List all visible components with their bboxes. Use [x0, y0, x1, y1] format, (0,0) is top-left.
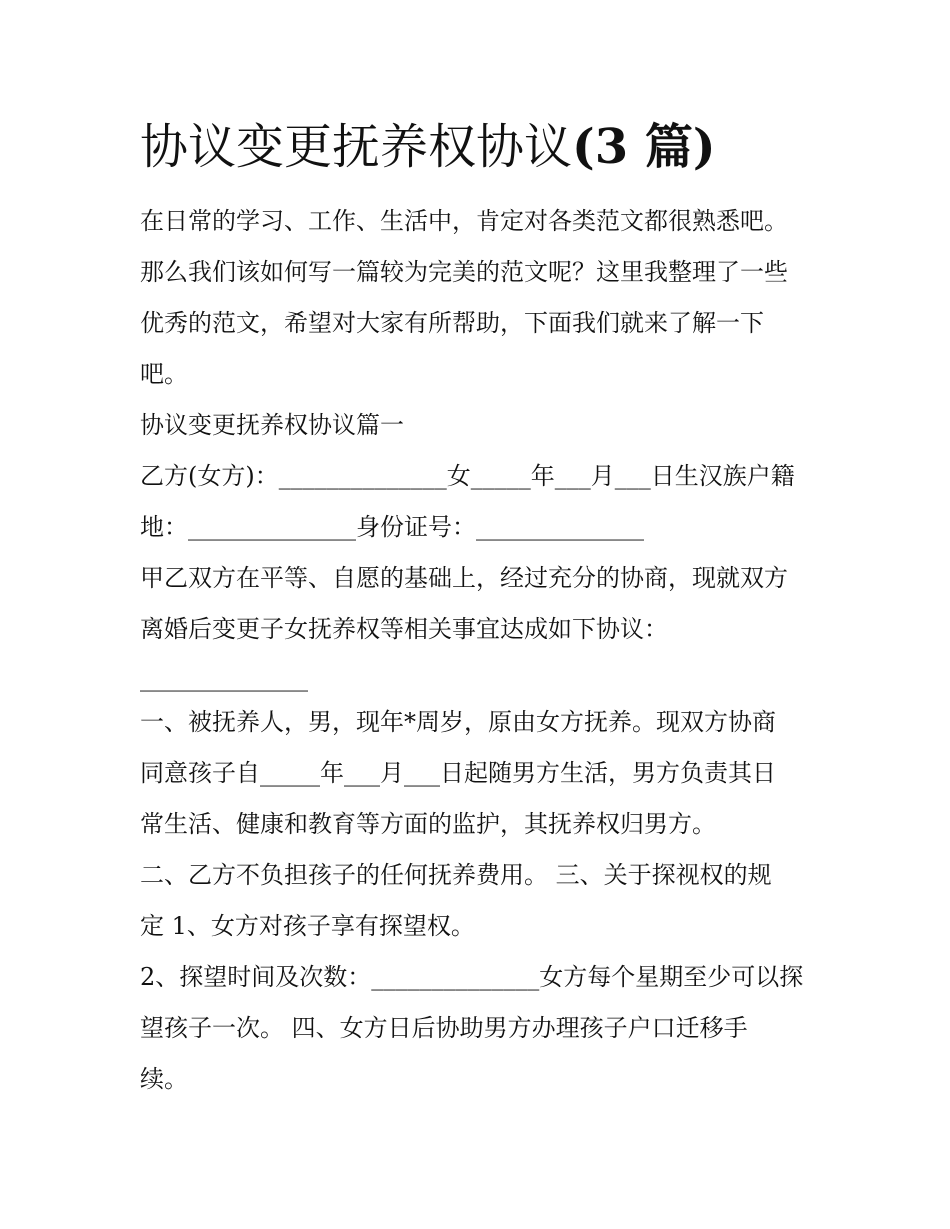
- section-heading: 协议变更抚养权协议篇一: [140, 411, 404, 439]
- document-title: [140, 112, 716, 182]
- body-line: 望孩子一次。 四、女方日后协助男方办理孩子户口迁移手: [140, 1014, 748, 1042]
- title-suffix: (3 篇): [572, 119, 716, 175]
- body-line: 吧。: [140, 360, 188, 388]
- body-line: 离婚后变更子女抚养权等相关事宜达成如下协议：: [140, 615, 668, 643]
- body-line: 地：______________身份证号：______________: [140, 513, 644, 541]
- body-line: 乙方(女方)：______________女_____年___月___日生汉族户籍: [140, 462, 795, 490]
- body-line: 常生活、健康和教育等方面的监护，其抚养权归男方。: [140, 810, 716, 838]
- body-line: 那么我们该如何写一篇较为完美的范文呢？这里我整理了一些: [140, 258, 788, 286]
- title-main: 协议变更抚养权协议: [140, 119, 573, 175]
- blank-line: ______________: [140, 664, 308, 692]
- body-line: 在日常的学习、工作、生活中，肯定对各类范文都很熟悉吧。: [140, 207, 788, 235]
- body-line: 定 1、女方对孩子享有探望权。: [140, 912, 475, 940]
- body-line: 二、乙方不负担孩子的任何抚养费用。 三、关于探视权的规: [140, 861, 772, 889]
- body-line: 同意孩子自_____年___月___日起随男方生活，男方负责其日: [140, 759, 776, 787]
- body-line: 续。: [140, 1065, 188, 1093]
- body-line: 一、被抚养人，男，现年*周岁，原由女方抚养。现双方协商: [140, 708, 776, 736]
- body-line: 优秀的范文，希望对大家有所帮助，下面我们就来了解一下: [140, 309, 764, 337]
- body-line: 2、探望时间及次数：______________女方每个星期至少可以探: [140, 963, 804, 991]
- body-line: 甲乙双方在平等、自愿的基础上，经过充分的协商，现就双方: [140, 564, 788, 592]
